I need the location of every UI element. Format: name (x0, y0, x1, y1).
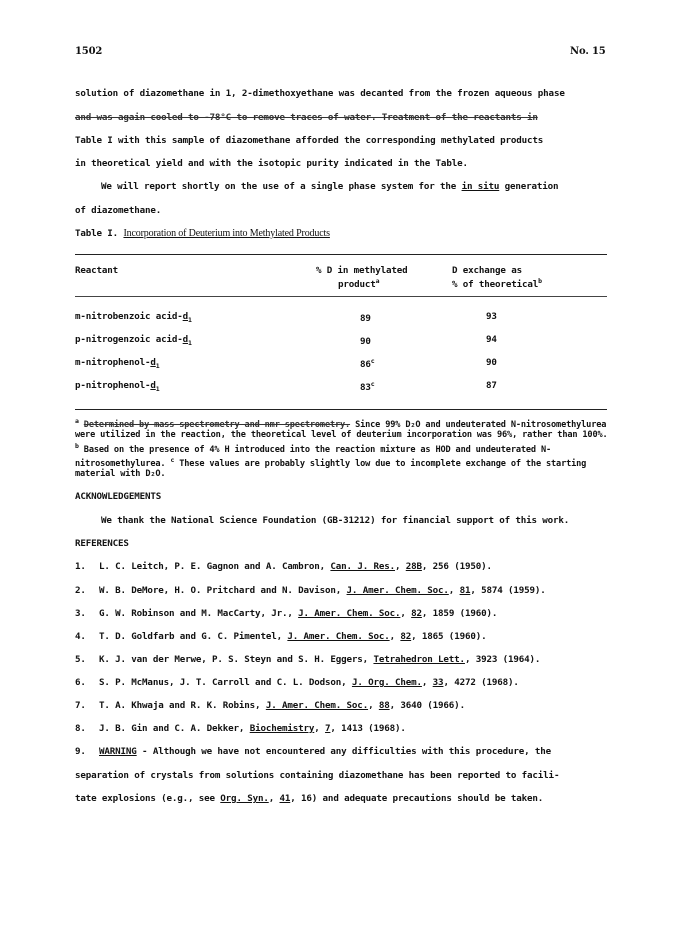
reference-item: 3. G. W. Robinson and M. MacCarty, Jr., J. Amer. Chem. Soc., 82, 1859 (1960). (75, 608, 498, 619)
table-bottom-rule (75, 409, 607, 410)
table-top-rule (75, 254, 607, 255)
body-line-2: and was again cooled to -78°C to remove traces of water. Treatment of the reactants in (75, 112, 538, 123)
table-cell-pct: 89 (360, 313, 371, 325)
table-row-reactant: $m-nitrophenol-d_1$ (75, 357, 160, 370)
table-row-reactant: $p-nitrophenol-d_1$ (75, 380, 160, 393)
reference-item: 4. T. D. Goldfarb and G. C. Pimentel, J. Amer. Chem. Soc., 82, 1865 (1960). (75, 631, 487, 642)
reference-note-9-line-3: tate explosions (e.g., see Org. Syn., 41, 16) and adequate precautions should be taken. (75, 793, 544, 804)
ack-text: We thank the National Science Foundation (GB-31212) for financial support of this work. (101, 515, 570, 526)
ack-heading: ACKNOWLEDGEMENTS (75, 491, 162, 502)
reference-item: 2. W. B. DeMore, H. O. Pritchard and N. Davison, J. Amer. Chem. Soc., 81, 5874 (1959). (75, 585, 546, 596)
col-header-d-exchange: D exchange as % of theoretical$^b$ (452, 265, 542, 291)
col-header-reactant: Reactant (75, 265, 119, 276)
reference-note-9-line-2: separation of crystals from solutions containing diazomethane has been reported to facili- (75, 770, 560, 781)
body-line-1: solution of diazomethane in 1, 2-dimethoxyethane was decanted from the frozen aqueous phase (75, 88, 565, 99)
table-cell-pct: 83$^c$ (360, 380, 375, 394)
table-cell-pct: 86$^c$ (360, 357, 375, 371)
table-row-reactant: p-nitrogenzoic acid-$d_1$ (75, 334, 192, 347)
col-header-pct-d: % D in methylated product$^a$ (316, 265, 408, 291)
body-line-5: We will report shortly on the use of a single phase system for the in situ generation (101, 181, 559, 192)
body-line-3: Table I with this sample of diazomethane afforded the corresponding methylated products (75, 135, 544, 146)
body-line-6: of diazomethane. (75, 205, 162, 216)
body-line-4: in theoretical yield and with the isotopic purity indicated in the Table. (75, 158, 468, 169)
reference-note-9: 9. WARNING - Although we have not encountered any difficulties with this procedure, the (75, 746, 552, 757)
table-header-rule (75, 296, 607, 297)
table-cell-exchange: 90 (486, 357, 497, 368)
table-cell-exchange: 93 (486, 311, 497, 322)
reference-item: 5. K. J. van der Merwe, P. S. Steyn and S. H. Eggers, Tetrahedron Lett., 3923 (1964). (75, 654, 541, 665)
table-cell-exchange: 94 (486, 334, 497, 345)
page-number: 1502 (75, 46, 103, 57)
table-footnotes: $^a$ Determined by mass spectrometry and nmr spectrometry. Since 99% D₂O and undeuterated N-nitrosomethylurea were utilized in the reaction, the theoretical level of deuterium incorporation was 96%, rather than 100%. $^b$ Based on the presence of 4% H introduced into the reaction mixture as HOD and undeuterated N-nitrosomethylurea. $^c$ These values are probably slightly low due to incomplete exchange of the starting material with D₂O. (75, 417, 608, 480)
table-caption: Table I. Incorporation of Deuterium into Methylated Products (75, 228, 330, 239)
issue-number: No. 15 (570, 46, 606, 57)
table-cell-exchange: 87 (486, 380, 497, 391)
references-heading: REFERENCES (75, 538, 129, 549)
reference-item: 6. S. P. McManus, J. T. Carroll and C. L. Dodson, J. Org. Chem., 33, 4272 (1968). (75, 677, 519, 688)
reference-item: 7. T. A. Khwaja and R. K. Robins, J. Amer. Chem. Soc., 88, 3640 (1966). (75, 700, 465, 711)
table-cell-pct: 90 (360, 336, 371, 348)
table-row-reactant: m-nitrobenzoic acid-$d_1$ (75, 311, 192, 324)
reference-item: 8. J. B. Gin and C. A. Dekker, Biochemistry, 7, 1413 (1968). (75, 723, 406, 734)
reference-item: 1. L. C. Leitch, P. E. Gagnon and A. Cambron, Can. J. Res., 28B, 256 (1950). (75, 561, 492, 572)
